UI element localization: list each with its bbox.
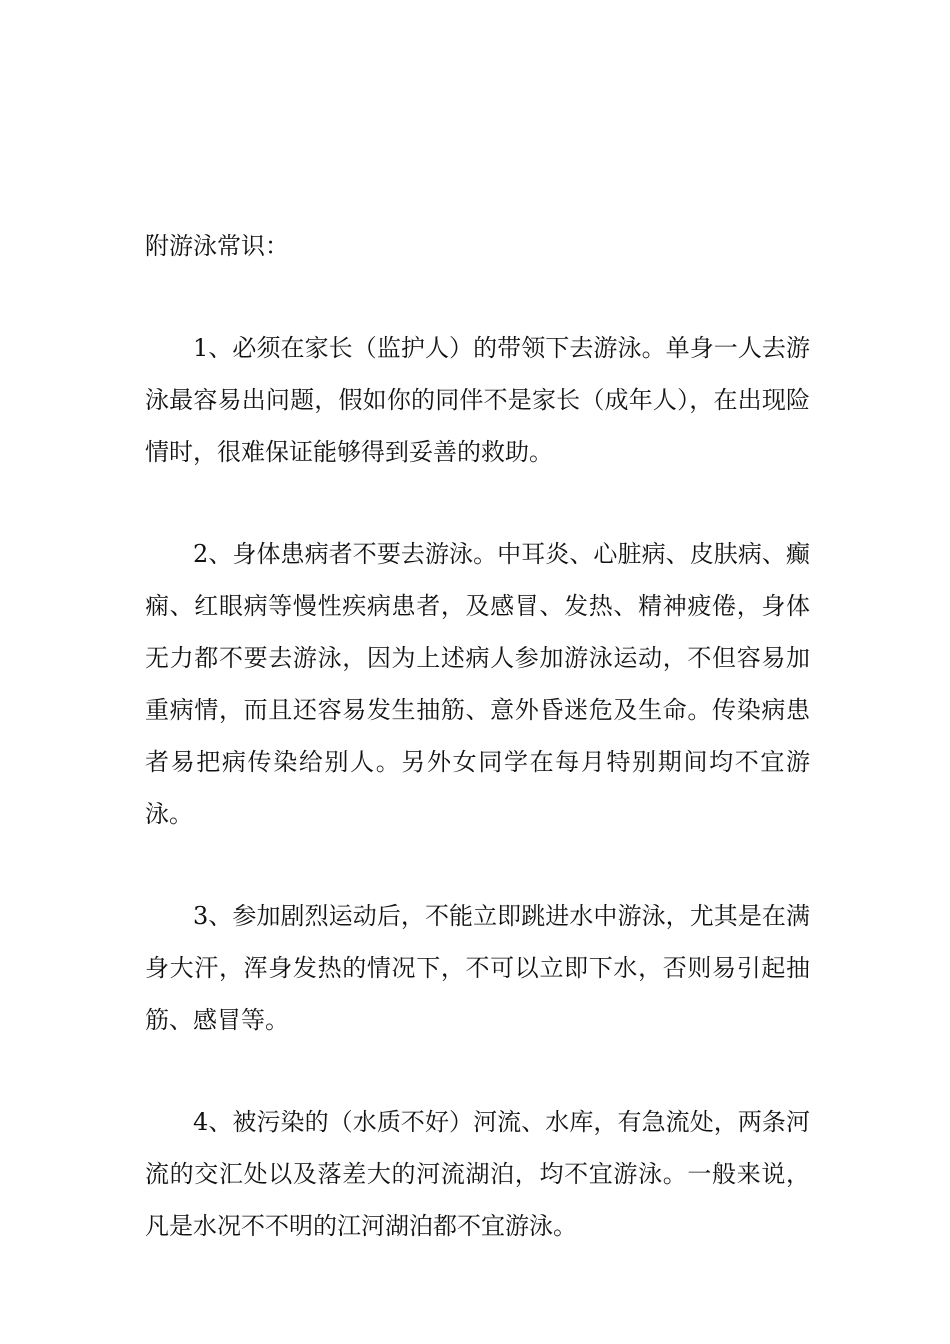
paragraph-2: 2、身体患病者不要去游泳。中耳炎、心脏病、皮肤病、癫痫、红眼病等慢性疾病患者，及感冒、发热、精神疲倦，身体无力都不要去游泳，因为上述病人参加游泳运动，不但容易加重病情，而且还容易发生抽筋、意外昏迷危及生命。传染病患者易把病传染给别人。另外女同学在每月特别期间均不宜游泳。 <box>145 540 810 828</box>
document-body <box>145 220 810 1302</box>
section-heading: 附游泳常识： <box>145 232 289 260</box>
paragraph-4: 4、被污染的（水质不好）河流、水库，有急流处，两条河流的交汇处以及落差大的河流湖泊，均不宜游泳。一般来说，凡是水况不不明的江河湖泊都不宜游泳。 <box>145 1108 810 1240</box>
paragraph-3: 3、参加剧烈运动后，不能立即跳进水中游泳，尤其是在满身大汗，浑身发热的情况下，不可以立即下水，否则易引起抽筋、感冒等。 <box>145 902 810 1034</box>
paragraph-1: 1、必须在家长（监护人）的带领下去游泳。单身一人去游泳最容易出问题，假如你的同伴不是家长（成年人），在出现险情时，很难保证能够得到妥善的救助。 <box>145 334 810 466</box>
